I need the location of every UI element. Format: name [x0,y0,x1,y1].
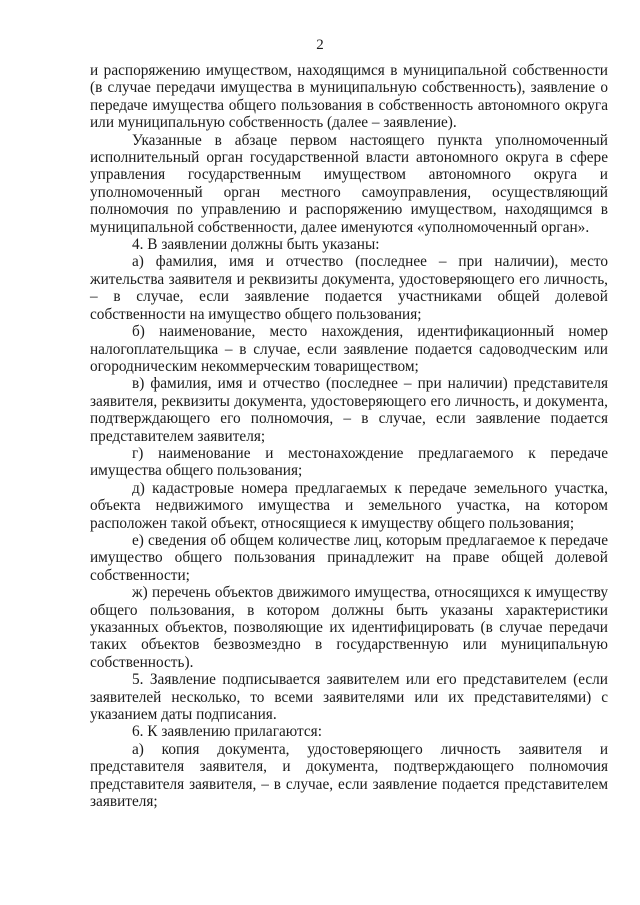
paragraph-continuation: и распоряжению имуществом, находящимся в муниципальной собственности (в случае передачи имущества в муниципальную собственность), заявление о передаче имущества общего пользования в собственность автономного округа или муниципальную собственность (далее – заявление). [90,62,608,132]
paragraph-item-4: 4. В заявлении должны быть указаны: [132,236,380,254]
paragraph-item-4g: г) наименование и местонахождение предлагаемого к передаче имущества общего пользования; [90,444,608,480]
paragraph-item-6a: а) копия документа, удостоверяющего личность заявителя и представителя заявителя, и документа, подтверждающего полномочия представителя заявителя, – в случае, если заявление подается представителем заявителя; [90,740,608,811]
paragraph-item-4zh: ж) перечень объектов движимого имущества, относящихся к имуществу общего пользования, в котором должны быть указаны характеристики указанных объектов, позволяющие их идентифицировать (в случае передачи таких объектов безвозмездно в государственную или муниципальную собственность). [90,584,608,671]
paragraph-item-4b: б) наименование, место нахождения, идентификационный номер налогоплательщика – в случае, если заявление подается садоводческим или огородническим некоммерческим товариществом; [90,323,608,375]
paragraph-authorized-body: Указанные в абзаце первом настоящего пункта уполномоченный исполнительный орган государственной власти автономного округа в сфере управления государственным имуществом автономного округа и уполномоченный орган местного самоуправления, осуществляющий полномочия по управлению и распоряжению имуществом, находящимся в муниципальной собственности, далее именуются «уполномоченный орган». [90,131,608,236]
paragraph-item-4v: в) фамилия, имя и отчество (последнее – при наличии) представителя заявителя, реквизиты документа, удостоверяющего его личность, и документа, подтверждающего его полномочия, – в случае, если заявление подается представителем заявителя; [90,375,608,445]
paragraph-item-6: 6. К заявлению прилагаются: [132,723,322,741]
document-body [90,62,608,810]
paragraph-item-4d: д) кадастровые номера предлагаемых к передаче земельного участка, объекта недвижимого имущества и земельного участка, на котором расположен такой объект, относящиеся к имуществу общего пользования; [90,479,608,532]
page-number: 2 [316,37,324,53]
paragraph-item-5: 5. Заявление подписывается заявителем или его представителем (если заявителей несколько, то всеми заявителями или их представителями) с указанием даты подписания. [90,671,608,724]
paragraph-item-4a: а) фамилия, имя и отчество (последнее – при наличии), место жительства заявителя и реквизиты документа, удостоверяющего его личность, – в случае, если заявление подается участниками общей долевой собственности на имущество общего пользования; [90,253,608,323]
paragraph-item-4e: е) сведения об общем количестве лиц, которым предлагаемое к передаче имущество общего пользования принадлежит на праве общей долевой собственности; [90,531,608,584]
